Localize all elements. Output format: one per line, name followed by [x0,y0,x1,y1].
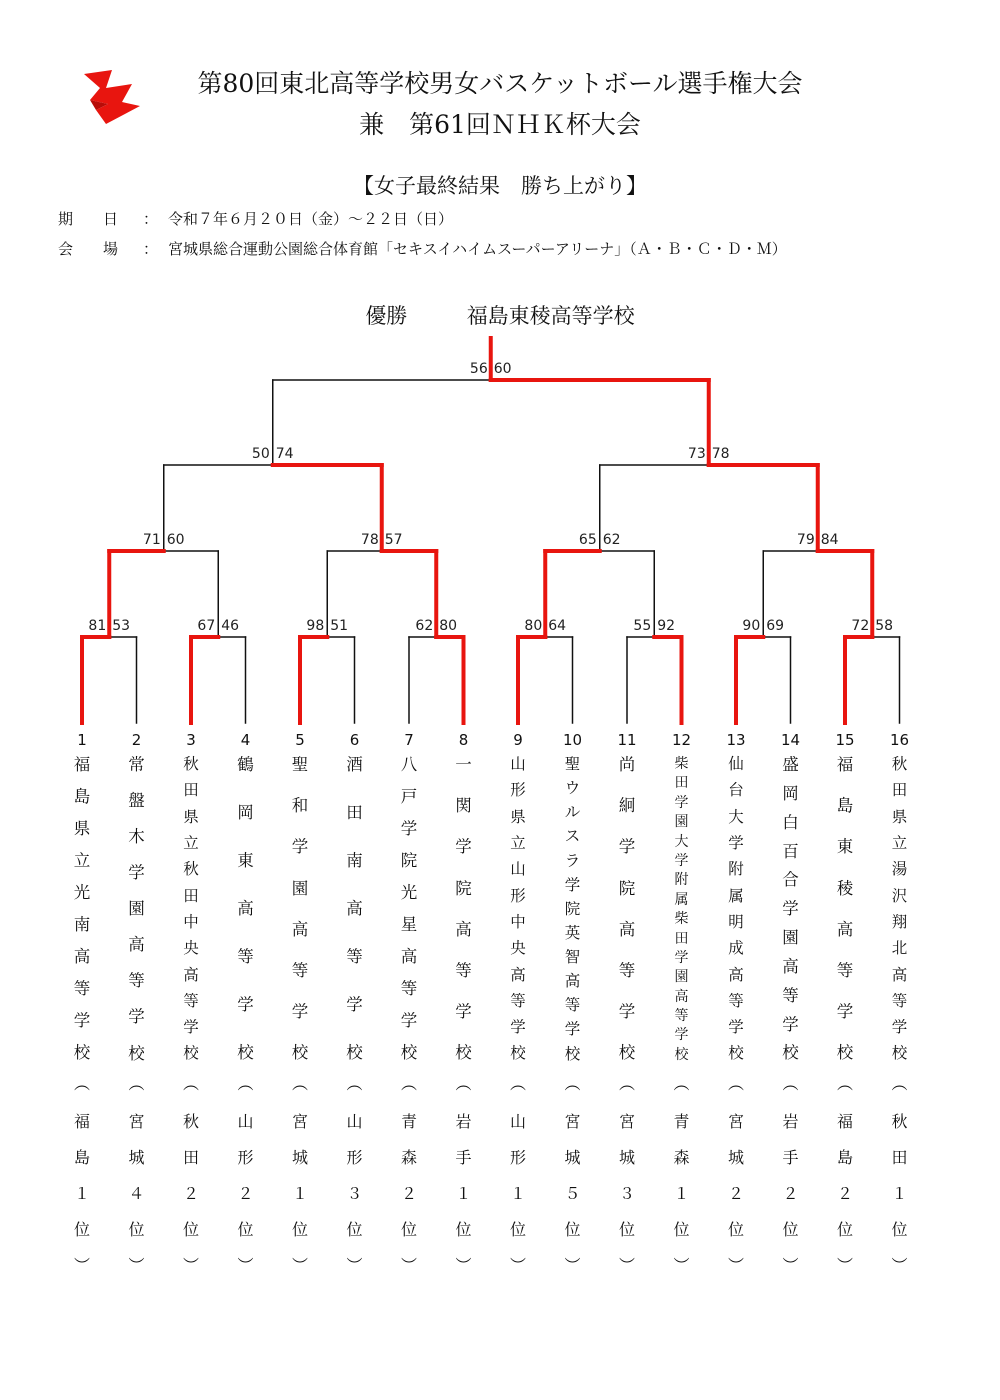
team-name: 聖 和 学 園 高 等 学 校 [291,755,309,1063]
score-label: 80 [524,618,543,634]
team-entry: 5 聖 和 学 園 高 等 学 校 ︵ 宮 城 １ 位 ︶ [288,731,312,1274]
team-name: 秋 田 県 立 秋 田 中 央 高 等 学 校 [183,755,199,1063]
team-prefecture: 秋 田 １ 位 [891,1112,908,1239]
team-seed-number: 4 [240,731,251,749]
team-name: 盛 岡 白 百 合 学 園 高 等 学 校 [782,755,799,1063]
team-name: 酒 田 南 高 等 学 校 [346,755,363,1063]
team-seed-number: 3 [186,731,196,749]
venue-label: 会 場 [58,240,119,258]
team-seed-number: 13 [726,731,746,749]
score-label: 72 [851,618,870,634]
score-label: 60 [166,532,185,548]
champion-name: 福島東稜高等学校 [466,304,635,328]
team-entry: 8 一 関 学 院 高 等 学 校 ︵ 岩 手 １ 位 ︶ [452,731,476,1274]
score-label: 90 [742,618,761,634]
team-seed-number: 9 [513,731,523,749]
venue-colon: ： [143,240,159,258]
team-entry: 1 福 島 県 立 光 南 高 等 学 校 ︵ 福 島 １ 位 ︶ [70,731,94,1274]
team-name: 仙 台 大 学 附 属 明 成 高 等 学 校 [728,755,744,1063]
team-entry: 13 仙 台 大 学 附 属 明 成 高 等 学 校 ︵ 宮 城 ２ 位 ︶ [724,731,748,1274]
date-value: 令和７年６月２０日（金）～２２日（日） [168,210,454,228]
team-seed-number: 1 [77,731,87,749]
score-label: 69 [766,618,785,634]
team-name: 八 戸 学 院 光 星 高 等 学 校 [400,755,418,1063]
team-prefecture: 宮 城 １ 位 [291,1112,308,1239]
team-entry: 9 山 形 県 立 山 形 中 央 高 等 学 校 ︵ 山 形 １ 位 ︶ [506,731,530,1274]
score-label: 73 [687,446,706,462]
score-label: 53 [112,618,131,634]
team-name: 常 盤 木 学 園 高 等 学 校 [128,755,145,1063]
champion-label: 優勝 [365,304,408,328]
team-seed-number: 12 [671,731,692,749]
team-prefecture: 山 形 ２ 位 [237,1112,254,1239]
score-label: 46 [221,618,240,634]
team-name: 福 島 県 立 光 南 高 等 学 校 [73,755,91,1063]
score-label: 81 [88,618,107,634]
team-name: 鶴 岡 東 高 等 学 校 [237,755,254,1063]
team-prefecture: 福 島 ２ 位 [836,1112,853,1239]
score-label: 56 [469,361,488,377]
team-entry: 6 酒 田 南 高 等 学 校 ︵ 山 形 ３ 位 ︶ [343,731,367,1274]
team-name: 山 形 県 立 山 形 中 央 高 等 学 校 [510,755,526,1063]
score-label: 84 [820,532,839,548]
team-prefecture: 岩 手 ２ 位 [782,1112,799,1239]
team-seed-number: 16 [889,731,910,749]
score-label: 78 [711,446,730,462]
score-label: 98 [306,618,325,634]
score-label: 64 [548,618,567,634]
team-seed-number: 10 [562,731,583,749]
team-name: 聖 ウ ル ス ラ 学 院 英 智 高 等 学 校 [564,755,581,1063]
score-label: 65 [578,532,597,548]
team-name: 秋 田 県 立 湯 沢 翔 北 高 等 学 校 [891,755,908,1063]
team-entry: 2 常 盤 木 学 園 高 等 学 校 ︵ 宮 城 ４ 位 ︶ [125,731,149,1274]
team-entry: 16 秋 田 県 立 湯 沢 翔 北 高 等 学 校 ︵ 秋 田 １ 位 ︶ [888,731,912,1274]
score-label: 62 [415,618,434,634]
team-prefecture: 秋 田 ２ 位 [182,1112,199,1239]
team-seed-number: 14 [780,731,801,749]
team-seed-number: 7 [404,731,414,749]
score-label: 78 [360,532,379,548]
team-prefecture: 福 島 １ 位 [73,1112,90,1239]
page-title-line2: 兼 第61回ＮＨＫ杯大会 [359,110,641,139]
team-entry: 4 鶴 岡 東 高 等 学 校 ︵ 山 形 ２ 位 ︶ [234,731,258,1274]
team-name: 柴 田 学 園 大 学 附 属 柴 田 学 園 高 等 学 校 [674,756,689,1063]
score-label: 92 [657,618,676,634]
score-label: 79 [796,532,815,548]
date-colon: ： [143,210,159,228]
team-name: 一 関 学 院 高 等 学 校 [455,755,472,1063]
team-seed-number: 8 [458,731,469,749]
team-name: 尚 絅 学 院 高 等 学 校 [618,755,636,1063]
score-label: 60 [493,361,512,377]
team-prefecture: 宮 城 ３ 位 [618,1112,635,1239]
team-prefecture: 宮 城 ５ 位 [564,1112,581,1239]
team-seed-number: 5 [295,731,305,749]
score-label: 74 [275,446,294,462]
team-seed-number: 2 [131,731,142,749]
score-label: 80 [439,618,458,634]
team-entry: 10 聖 ウ ル ス ラ 学 院 英 智 高 等 学 校 ︵ 宮 城 ５ 位 ︶ [561,731,585,1274]
score-label: 55 [633,618,652,634]
score-label: 62 [602,532,621,548]
team-seed-number: 6 [349,731,360,749]
score-label: 57 [384,532,403,548]
score-label: 67 [197,618,216,634]
team-entry: 15 福 島 東 稜 高 等 学 校 ︵ 福 島 ２ 位 ︶ [833,731,857,1274]
page-title-line1: 第80回東北高等学校男女バスケットボール選手権大会 [197,69,803,98]
score-label: 71 [142,532,161,548]
team-entry: 7 八 戸 学 院 光 星 高 等 学 校 ︵ 青 森 ２ 位 ︶ [397,731,421,1274]
score-label: 58 [875,618,894,634]
team-prefecture: 岩 手 １ 位 [455,1112,472,1239]
results-subtitle: 【女子最終結果 勝ち上がり】 [353,174,647,198]
team-prefecture: 山 形 １ 位 [509,1112,526,1239]
team-name: 福 島 東 稜 高 等 学 校 [836,755,854,1063]
date-label: 期 日 [58,210,119,228]
team-entry: 14 盛 岡 白 百 合 学 園 高 等 学 校 ︵ 岩 手 ２ 位 ︶ [779,731,803,1274]
team-entry: 11 尚 絅 学 院 高 等 学 校 ︵ 宮 城 ３ 位 ︶ [615,731,639,1274]
team-entry: 12 柴 田 学 園 大 学 附 属 柴 田 学 園 高 等 学 校 ︵ 青 森 １ 位 ︶ [670,731,694,1274]
team-entry: 3 秋 田 県 立 秋 田 中 央 高 等 学 校 ︵ 秋 田 ２ 位 ︶ [179,731,203,1274]
venue-value: 宮城県総合運動公園総合体育館「セキスイハイムスーパーアリーナ」（Ａ・Ｂ・Ｃ・Ｄ・Ｍ） [168,240,787,258]
team-prefecture: 青 森 １ 位 [673,1112,690,1239]
team-prefecture: 青 森 ２ 位 [400,1112,417,1239]
team-prefecture: 宮 城 ４ 位 [128,1112,145,1239]
score-label: 51 [330,618,349,634]
team-prefecture: 宮 城 ２ 位 [727,1112,744,1239]
team-seed-number: 15 [835,731,855,749]
team-seed-number: 11 [617,731,637,749]
team-prefecture: 山 形 ３ 位 [346,1112,363,1239]
score-label: 50 [251,446,270,462]
